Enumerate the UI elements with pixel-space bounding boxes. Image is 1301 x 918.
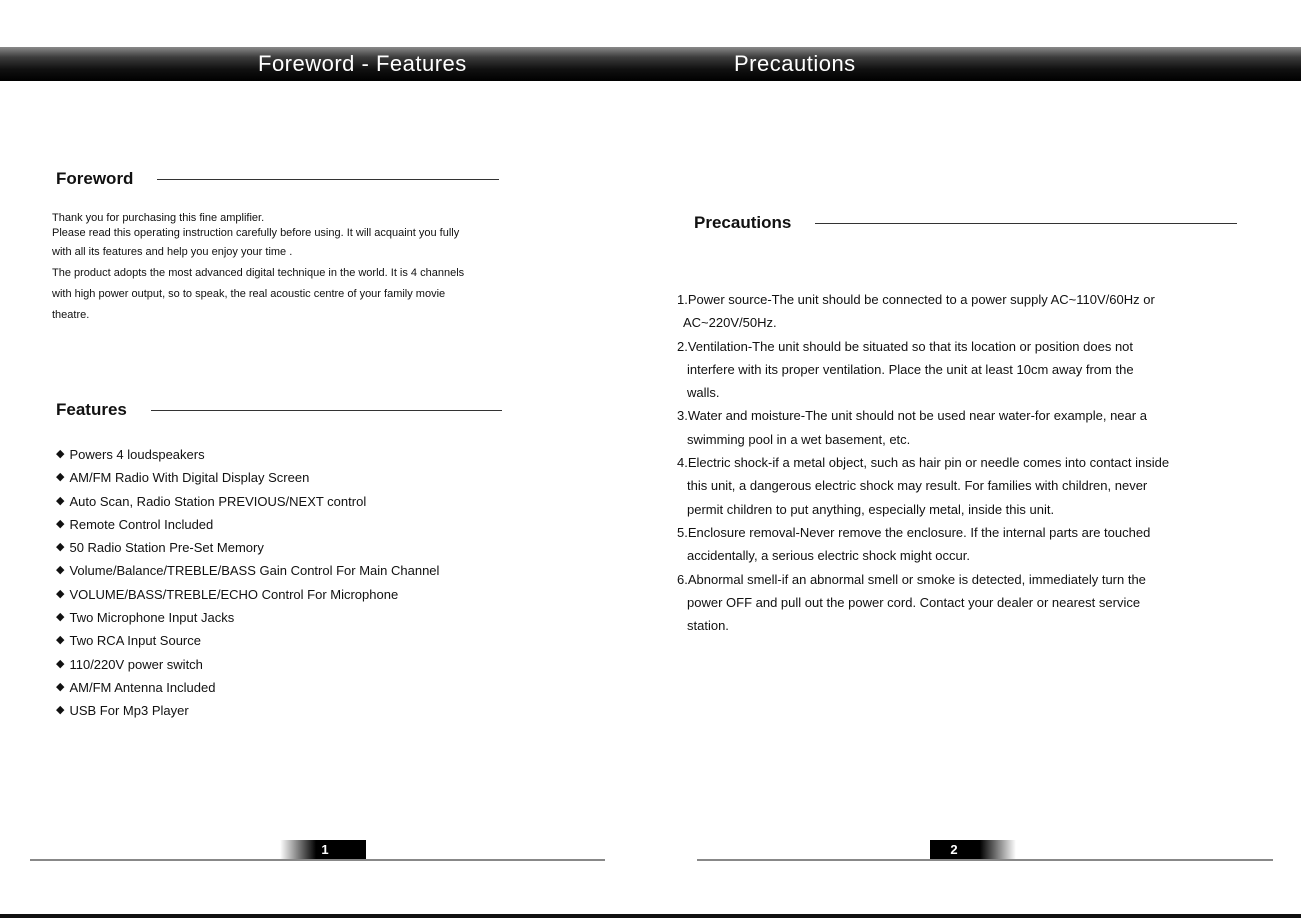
precaution-line: swimming pool in a wet basement, etc. xyxy=(687,431,911,447)
foreword-line: Thank you for purchasing this fine amplifier. xyxy=(52,212,265,224)
feature-item xyxy=(56,513,439,536)
precaution-line: 1.Power source-The unit should be connected to a power supply AC~110V/60Hz or xyxy=(677,292,1155,307)
foreword-line: with all its features and help you enjoy your time . xyxy=(52,246,293,258)
feature-item xyxy=(56,559,439,582)
features-heading-rule xyxy=(151,410,502,411)
feature-item-label: AM/FM Radio With Digital Display Screen xyxy=(69,470,310,486)
feature-item xyxy=(56,536,439,559)
footer-rule xyxy=(697,859,1273,861)
precautions-heading xyxy=(694,213,1237,233)
feature-item-label: Remote Control Included xyxy=(69,516,214,532)
feature-item xyxy=(56,443,439,466)
diamond-bullet-icon: ◆ xyxy=(56,634,65,647)
precaution-line: walls. xyxy=(687,385,720,401)
left-header-title: Foreword - Features xyxy=(258,51,467,76)
right-header-title: Precautions xyxy=(734,51,856,76)
diamond-bullet-icon: ◆ xyxy=(56,448,65,460)
precaution-line: 2.Ventilation-The unit should be situated so that its location or position does not xyxy=(677,338,1134,354)
right-page xyxy=(650,0,1301,918)
feature-item-label: Auto Scan, Radio Station PREVIOUS/NEXT control xyxy=(69,493,367,509)
diamond-bullet-icon: ◆ xyxy=(56,587,65,600)
feature-item-label: Two RCA Input Source xyxy=(69,633,201,649)
diamond-bullet-icon: ◆ xyxy=(56,657,65,670)
feature-item-label: VOLUME/BASS/TREBLE/ECHO Control For Microphone xyxy=(69,586,399,602)
precautions-heading-label: Precautions xyxy=(694,213,792,232)
features-list xyxy=(56,443,439,723)
precautions-list xyxy=(677,288,1277,637)
diamond-bullet-icon: ◆ xyxy=(56,704,65,717)
diamond-bullet-icon: ◆ xyxy=(56,517,65,530)
diamond-bullet-icon: ◆ xyxy=(56,494,65,507)
feature-item xyxy=(56,466,439,489)
foreword-heading-label: Foreword xyxy=(56,169,134,188)
feature-item-label: Powers 4 loudspeakers xyxy=(69,447,205,462)
precaution-line: accidentally, a serious electric shock might occur. xyxy=(687,548,970,564)
diamond-bullet-icon: ◆ xyxy=(56,680,65,693)
page-number xyxy=(280,840,366,860)
precaution-line: interfere with its proper ventilation. Place the unit at least 10cm away from the xyxy=(687,361,1134,377)
precautions-heading-rule xyxy=(815,223,1237,224)
precaution-line: power OFF and pull out the power cord. Contact your dealer or nearest service xyxy=(687,594,1141,610)
bottom-edge xyxy=(0,914,1301,918)
page-number xyxy=(930,840,1016,860)
feature-item xyxy=(56,676,439,699)
feature-item xyxy=(56,699,439,722)
precaution-line: 6.Abnormal smell-if an abnormal smell or smoke is detected, immediately turn the xyxy=(677,571,1146,587)
right-header-bar xyxy=(650,47,1301,81)
diamond-bullet-icon: ◆ xyxy=(56,564,65,577)
precaution-line: permit children to put anything, especially metal, inside this unit. xyxy=(687,501,1055,517)
precaution-line: station. xyxy=(687,618,729,634)
precaution-line: this unit, a dangerous electric shock may result. For families with children, never xyxy=(687,478,1148,494)
features-heading-label: Features xyxy=(56,400,127,419)
foreword-line: The product adopts the most advanced digital technique in the world. It is 4 channels xyxy=(52,267,465,279)
left-page xyxy=(0,0,650,918)
features-heading xyxy=(56,400,502,420)
feature-item-label: Two Microphone Input Jacks xyxy=(69,610,235,626)
feature-item-label: 110/220V power switch xyxy=(69,656,203,672)
page-number-label: 1 xyxy=(321,842,329,857)
feature-item-label: Volume/Balance/TREBLE/BASS Gain Control For Main Channel xyxy=(69,563,440,579)
feature-item xyxy=(56,653,439,676)
diamond-bullet-icon: ◆ xyxy=(56,611,65,624)
foreword-line: theatre. xyxy=(52,309,90,321)
page-number-label: 2 xyxy=(950,842,958,857)
foreword-line: with high power output, so to speak, the real acoustic centre of your family movie xyxy=(52,288,446,300)
left-header-bar xyxy=(0,47,650,81)
precaution-line: 3.Water and moisture-The unit should not be used near water-for example, near a xyxy=(677,408,1147,424)
feature-item xyxy=(56,629,439,652)
precaution-line: 4.Electric shock-if a metal object, such as hair pin or needle comes into contact inside xyxy=(677,455,1170,471)
feature-item-label: USB For Mp3 Player xyxy=(69,703,189,719)
foreword-line: Please read this operating instruction carefully before using. It will acquaint you fully xyxy=(52,227,460,239)
feature-item-label: 50 Radio Station Pre-Set Memory xyxy=(69,540,264,556)
feature-item xyxy=(56,583,439,606)
feature-item xyxy=(56,490,439,513)
footer-rule xyxy=(30,859,605,861)
precaution-line: 5.Enclosure removal-Never remove the enclosure. If the internal parts are touched xyxy=(677,524,1151,540)
feature-item-label: AM/FM Antenna Included xyxy=(69,679,216,695)
foreword-heading xyxy=(56,169,499,189)
diamond-bullet-icon: ◆ xyxy=(56,471,65,484)
foreword-heading-rule xyxy=(157,179,499,180)
foreword-body xyxy=(52,212,612,326)
precaution-line: AC~220V/50Hz. xyxy=(683,315,777,331)
feature-item xyxy=(56,606,439,629)
diamond-bullet-icon: ◆ xyxy=(56,541,65,554)
